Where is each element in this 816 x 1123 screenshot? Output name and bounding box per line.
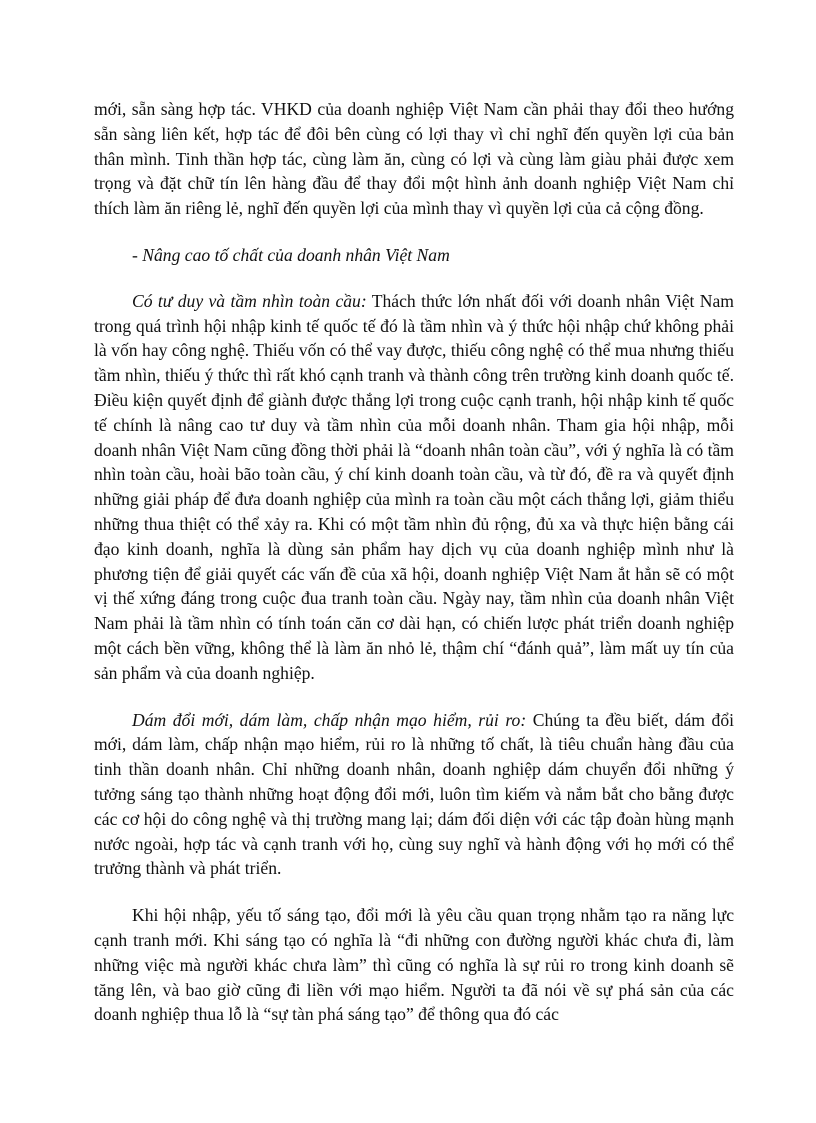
paragraph-creative-destruction: Khi hội nhập, yếu tố sáng tạo, đổi mới là yêu cầu quan trọng nhằm tạo ra năng lực cạnh tranh mới. Khi sáng tạo có nghĩa là “đi những con đường người khác chưa đi, làm những việc mà người khác chưa làm” thì cũng có nghĩa là sự rủi ro trong kinh doanh sẽ tăng lên, và bao giờ cũng đi liền với mạo hiểm. Người ta đã nói về sự phá sản của các doanh nghiệp thua lỗ là “sự tàn phá sáng tạo” để thông qua đó các — [94, 905, 734, 1025]
section-heading: - Nâng cao tố chất của doanh nhân Việt Nam — [132, 244, 450, 265]
paragraph-global-vision-lead: Có tư duy và tầm nhìn toàn cầu: — [132, 290, 367, 311]
paragraph-innovation-risk-body: Chúng ta đều biết, dám đổi mới, dám làm, chấp nhận mạo hiểm, rủi ro là những tố chất, là tiêu chuẩn hàng đầu của tinh thần doanh nhân. Chỉ những doanh nhân, doanh nghiệp dám chuyển đổi những ý tưởng sáng tạo thành những hoạt động đổi mới, luôn tìm kiếm và nắm bắt cho bằng được các cơ hội do công nghệ và thị trường mang lại; dám đối diện với các tập đoàn hùng mạnh nước ngoài, hợp tác và cạnh tranh với họ, cùng suy nghĩ và hành động với họ mới có thể trưởng thành và phát triển. — [94, 709, 735, 879]
document-page — [94, 97, 734, 1027]
paragraph-cooperation: mới, sẵn sàng hợp tác. VHKD của doanh nghiệp Việt Nam cần phải thay đổi theo hướng sẵn sàng liên kết, hợp tác để đôi bên cùng có lợi thay vì chỉ nghĩ đến quyền lợi của bản thân mình. Tinh thần hợp tác, cùng làm ăn, cùng có lợi và cùng làm giàu phải được xem trọng và đặt chữ tín lên hàng đầu để thay đổi một hình ảnh doanh nghiệp Việt Nam chỉ thích làm ăn riêng lẻ, nghĩ đến quyền lợi của mình thay vì quyền lợi của cả cộng đồng. — [94, 99, 734, 219]
paragraph-innovation-risk-lead: Dám đổi mới, dám làm, chấp nhận mạo hiểm, rủi ro: — [132, 709, 527, 730]
paragraph-global-vision — [94, 289, 734, 686]
paragraph-innovation-risk — [94, 708, 734, 882]
paragraph-global-vision-body: Thách thức lớn nhất đối với doanh nhân Việt Nam trong quá trình hội nhập kinh tế quốc tế đó là tầm nhìn và ý thức hội nhập chứ không phải là vốn hay công nghệ. Thiếu vốn có thể vay được, thiếu công nghệ có thể mua nhưng thiếu tầm nhìn, thiếu ý thức thì rất khó cạnh tranh và thành công trên trường kinh doanh quốc tế. Điều kiện quyết định để giành được thắng lợi trong cuộc cạnh tranh, hội nhập kinh tế quốc tế chính là nâng cao tư duy và tầm nhìn của mỗi doanh nhân. Tham gia hội nhập, mỗi doanh nhân Việt Nam cũng đồng thời phải là “doanh nhân toàn cầu”, với ý nghĩa là có tầm nhìn toàn cầu, hoài bão toàn cầu, ý chí kinh doanh toàn cầu, và từ đó, đề ra và quyết định những giải pháp để đưa doanh nghiệp của mình ra toàn cầu một cách thắng lợi, giảm thiểu những thua thiệt có thể xảy ra. Khi có một tầm nhìn đủ rộng, đủ xa và thực hiện bằng cái đạo kinh doanh, nghĩa là dùng sản phẩm hay dịch vụ của doanh nghiệp mình như là phương tiện để giải quyết các vấn đề của xã hội, doanh nghiệp Việt Nam ắt hẳn sẽ có một vị thế xứng đáng trong cuộc đua tranh toàn cầu. Ngày nay, tầm nhìn của doanh nhân Việt Nam phải là tầm nhìn có tính toán căn cơ dài hạn, có chiến lược phát triển doanh nghiệp một cách bền vững, không thể là làm ăn nhỏ lẻ, thậm chí “đánh quả”, làm mất uy tín của sản phẩm và của doanh nghiệp. — [94, 290, 734, 683]
